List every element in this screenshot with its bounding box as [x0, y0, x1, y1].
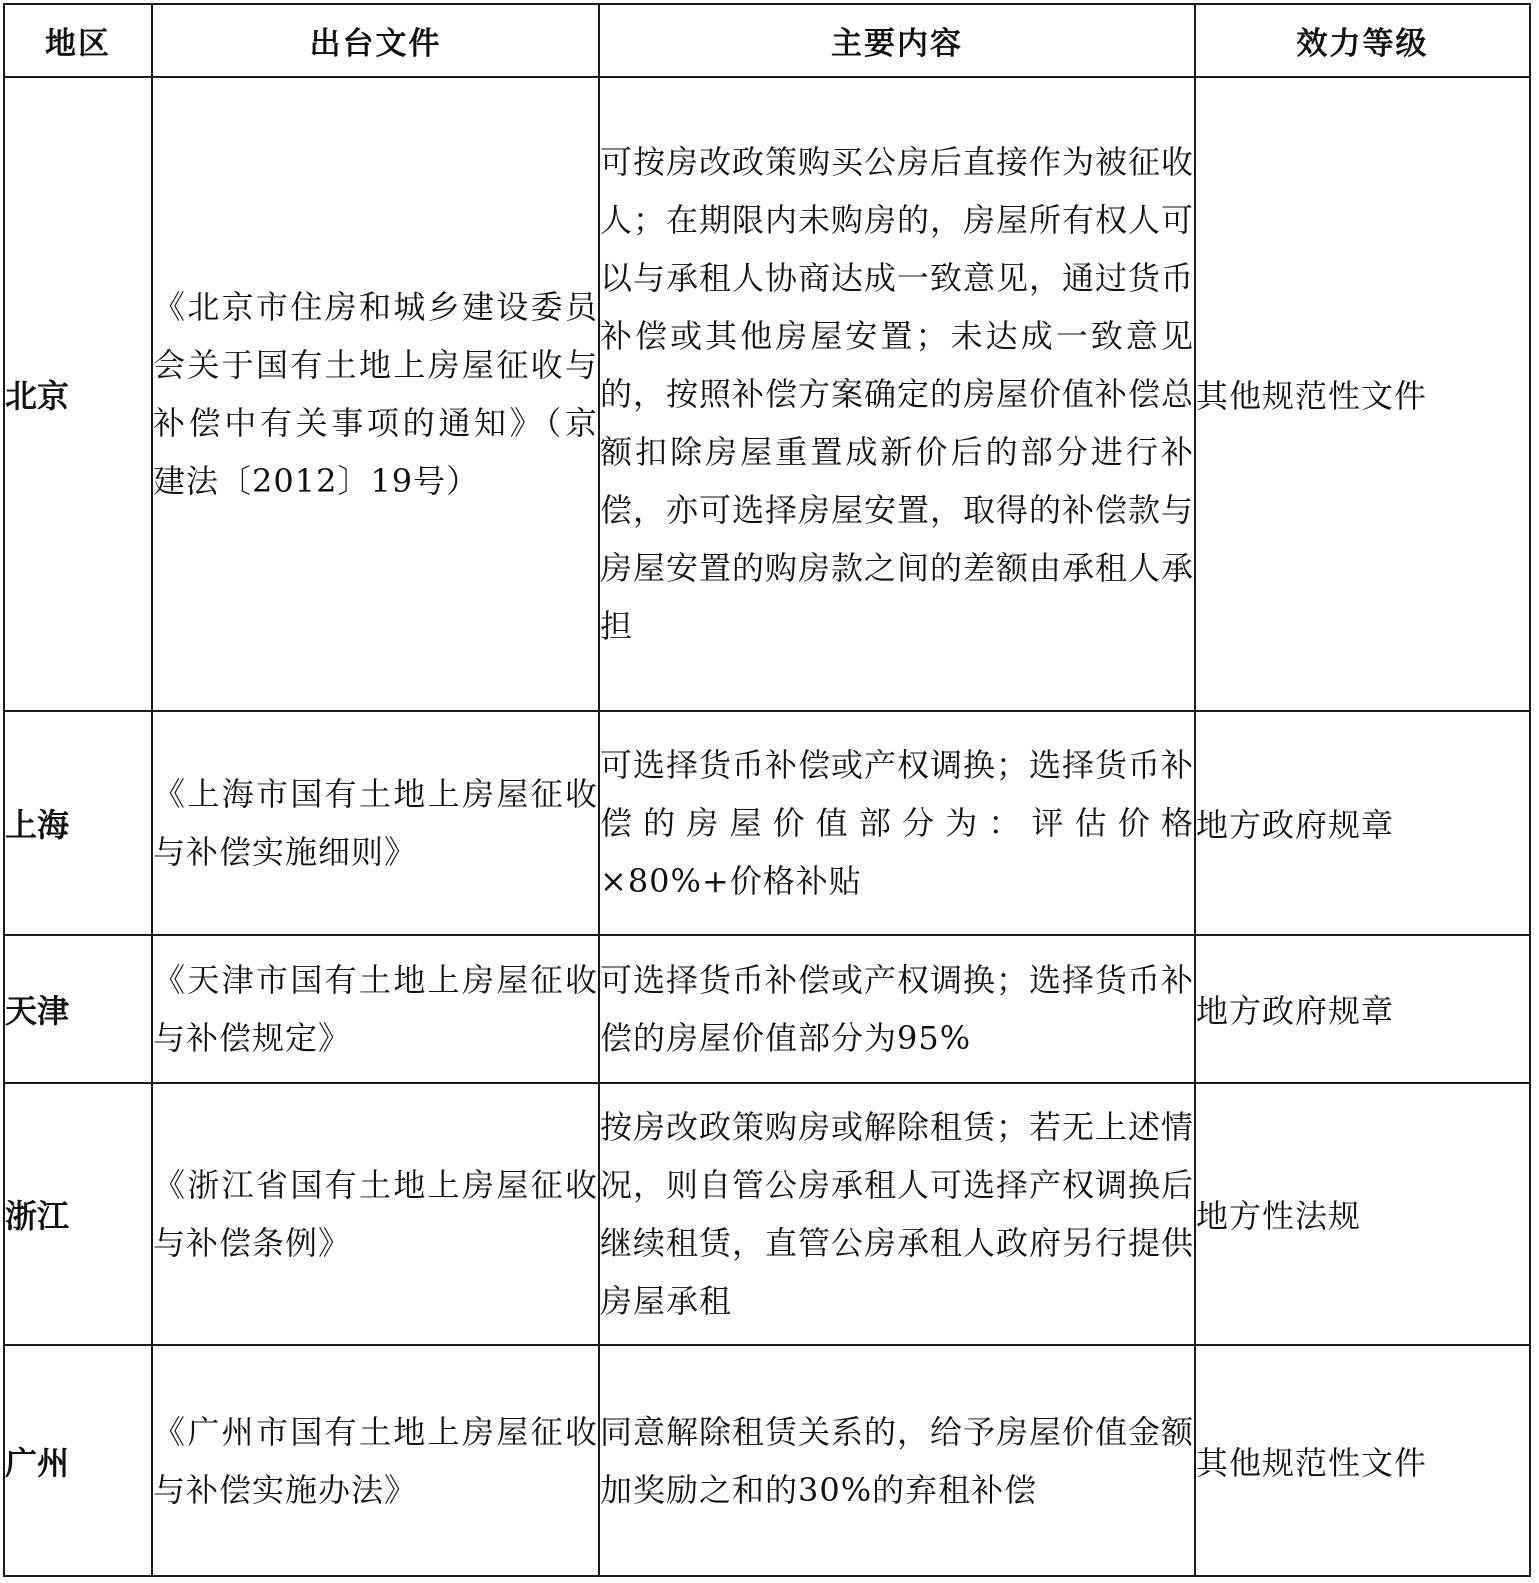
- level-cell: 地方政府规章: [1195, 935, 1530, 1083]
- region-cell: 上海: [4, 711, 152, 935]
- header-row: [4, 4, 1530, 77]
- content-cell: 可按房改政策购买公房后直接作为被征收人；在期限内未购房的，房屋所有权人可以与承租人协商达成一致意见，通过货币补偿或其他房屋安置；未达成一致意见的，按照补偿方案确定的房屋价值补偿总额扣除房屋重置成新价后的部分进行补偿，亦可选择房屋安置，取得的补偿款与房屋安置的购房款之间的差额由承租人承担: [599, 77, 1195, 711]
- content-cell: 同意解除租赁关系的，给予房屋价值金额加奖励之和的30%的弃租补偿: [599, 1345, 1195, 1576]
- header-level: 效力等级: [1195, 4, 1530, 77]
- table-body: [4, 77, 1530, 1576]
- content-cell: 可选择货币补偿或产权调换；选择货币补偿的房屋价值部分为：评估价格×80%+价格补贴: [599, 711, 1195, 935]
- region-cell: 天津: [4, 935, 152, 1083]
- level-cell: 地方性法规: [1195, 1083, 1530, 1345]
- document-cell: 《浙江省国有土地上房屋征收与补偿条例》: [152, 1083, 599, 1345]
- table-header: [4, 4, 1530, 77]
- document-cell: 《天津市国有土地上房屋征收与补偿规定》: [152, 935, 599, 1083]
- table-row: [4, 1345, 1530, 1576]
- table-row: [4, 935, 1530, 1083]
- level-cell: 地方政府规章: [1195, 711, 1530, 935]
- table-row: [4, 1083, 1530, 1345]
- document-cell: 《北京市住房和城乡建设委员会关于国有土地上房屋征收与补偿中有关事项的通知》（京建法〔2012〕19号）: [152, 77, 599, 711]
- region-cell: 北京: [4, 77, 152, 711]
- region-cell: 浙江: [4, 1083, 152, 1345]
- document-cell: 《广州市国有土地上房屋征收与补偿实施办法》: [152, 1345, 599, 1576]
- content-cell: 可选择货币补偿或产权调换；选择货币补偿的房屋价值部分为95%: [599, 935, 1195, 1083]
- region-cell: 广州: [4, 1345, 152, 1576]
- level-cell: 其他规范性文件: [1195, 1345, 1530, 1576]
- policy-comparison-table: [3, 3, 1531, 1577]
- content-cell: 按房改政策购房或解除租赁；若无上述情况，则自管公房承租人可选择产权调换后继续租赁，直管公房承租人政府另行提供房屋承租: [599, 1083, 1195, 1345]
- document-cell: 《上海市国有土地上房屋征收与补偿实施细则》: [152, 711, 599, 935]
- table-row: [4, 77, 1530, 711]
- header-region: 地区: [4, 4, 152, 77]
- level-cell: 其他规范性文件: [1195, 77, 1530, 711]
- table-row: [4, 711, 1530, 935]
- header-document: 出台文件: [152, 4, 599, 77]
- header-content: 主要内容: [599, 4, 1195, 77]
